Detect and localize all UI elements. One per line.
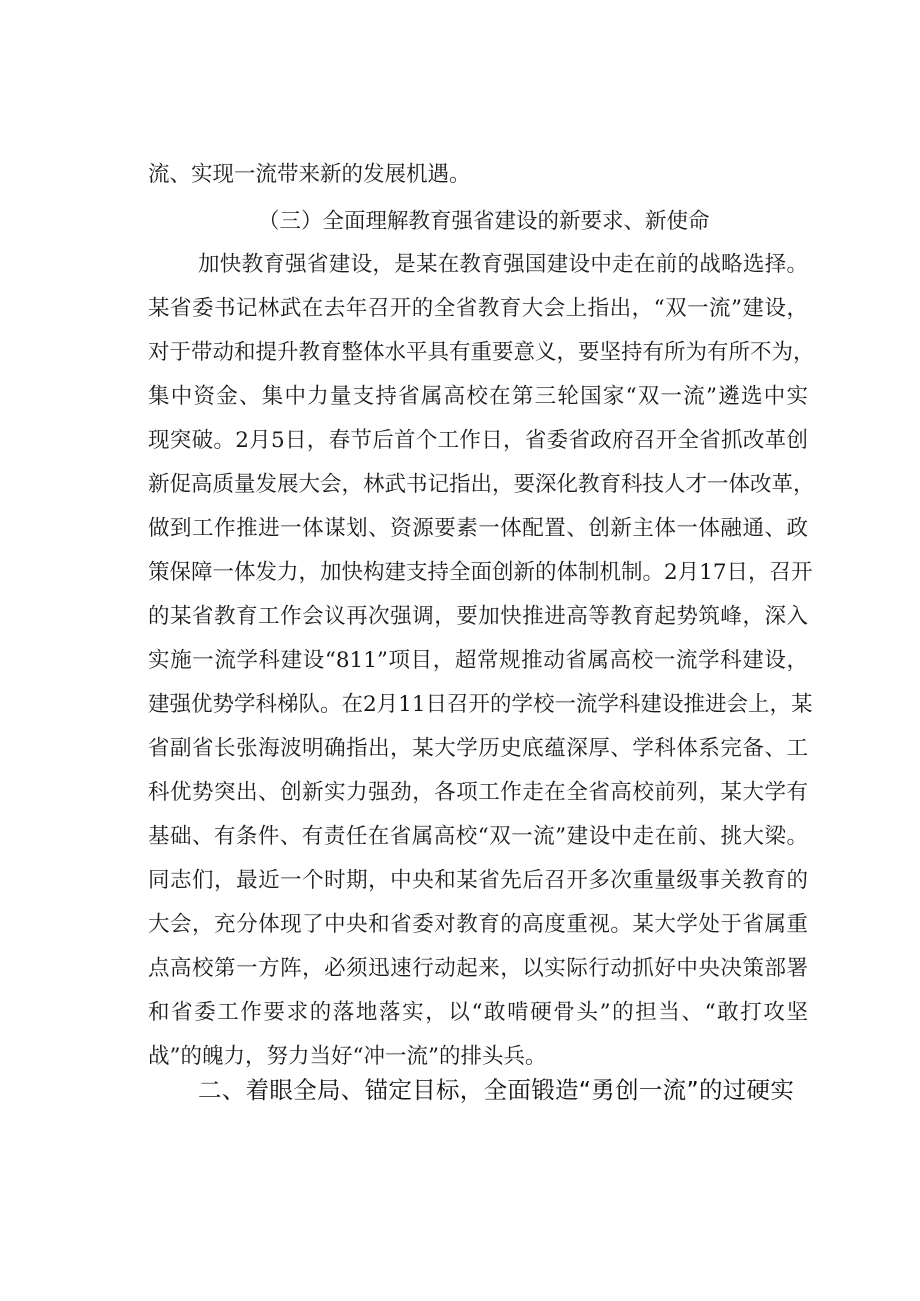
paragraph-line: 做到工作推进一体谋划、资源要素一体配置、创新主体一体融通、政: [148, 516, 808, 541]
paragraph-line: 集中资金、集中力量支持省属高校在第三轮国家“双一流”遴选中实: [148, 384, 808, 409]
section-heading: 二、着眼全局、锚定目标，全面锻造“勇创一流”的过硬实: [198, 1076, 795, 1104]
paragraph-line: 大会，充分体现了中央和省委对教育的高度重视。某大学处于省属重: [148, 912, 808, 937]
paragraph-line: 基础、有条件、有责任在省属高校“双一流”建设中走在前、挑大梁。: [148, 824, 808, 849]
paragraph-line: 科优势突出、创新实力强劲，各项工作走在全省高校前列，某大学有: [148, 780, 808, 805]
paragraph-line: 同志们，最近一个时期，中央和某省先后召开多次重量级事关教育的: [148, 868, 808, 893]
paragraph-line: 某省委书记林武在去年召开的全省教育大会上指出，“双一流”建设，: [148, 296, 808, 321]
paragraph-line: 和省委工作要求的落地落实，以“敢啃硬骨头”的担当、“敢打攻坚: [148, 1000, 808, 1025]
paragraph-line: 加快教育强省建设，是某在教育强国建设中走在前的战略选择。: [198, 252, 808, 277]
paragraph-line: 新促高质量发展大会，林武书记指出，要深化教育科技人才一体改革，: [148, 472, 815, 497]
paragraph-line: 点高校第一方阵，必须迅速行动起来，以实际行动抓好中央决策部署: [148, 956, 808, 981]
paragraph-line: 的某省教育工作会议再次强调，要加快推进高等教育起势筑峰，深入: [148, 604, 808, 629]
paragraph-line-continuation: 流、实现一流带来新的发展机遇。: [148, 162, 471, 187]
paragraph-line: 策保障一体发力，加快构建支持全面创新的体制机制。2月17日，召开: [148, 560, 813, 585]
paragraph-line: 建强优势学科梯队。在2月11日召开的学校一流学科建设推进会上，某: [148, 692, 813, 717]
paragraph-line: 对于带动和提升教育整体水平具有重要意义，要坚持有所为有所不为，: [148, 340, 815, 365]
paragraph-line-end: 战”的魄力，努力当好“冲一流”的排头兵。: [148, 1044, 547, 1069]
paragraph-line: 省副省长张海波明确指出，某大学历史底蕴深厚、学科体系完备、工: [148, 736, 808, 761]
section-subheading: （三）全面理解教育强省建设的新要求、新使命: [258, 209, 710, 234]
paragraph-line: 实施一流学科建设“811”项目，超常规推动省属高校一流学科建设，: [148, 648, 808, 673]
paragraph-line: 现突破。2月5日，春节后首个工作日，省委省政府召开全省抓改革创: [148, 428, 808, 453]
